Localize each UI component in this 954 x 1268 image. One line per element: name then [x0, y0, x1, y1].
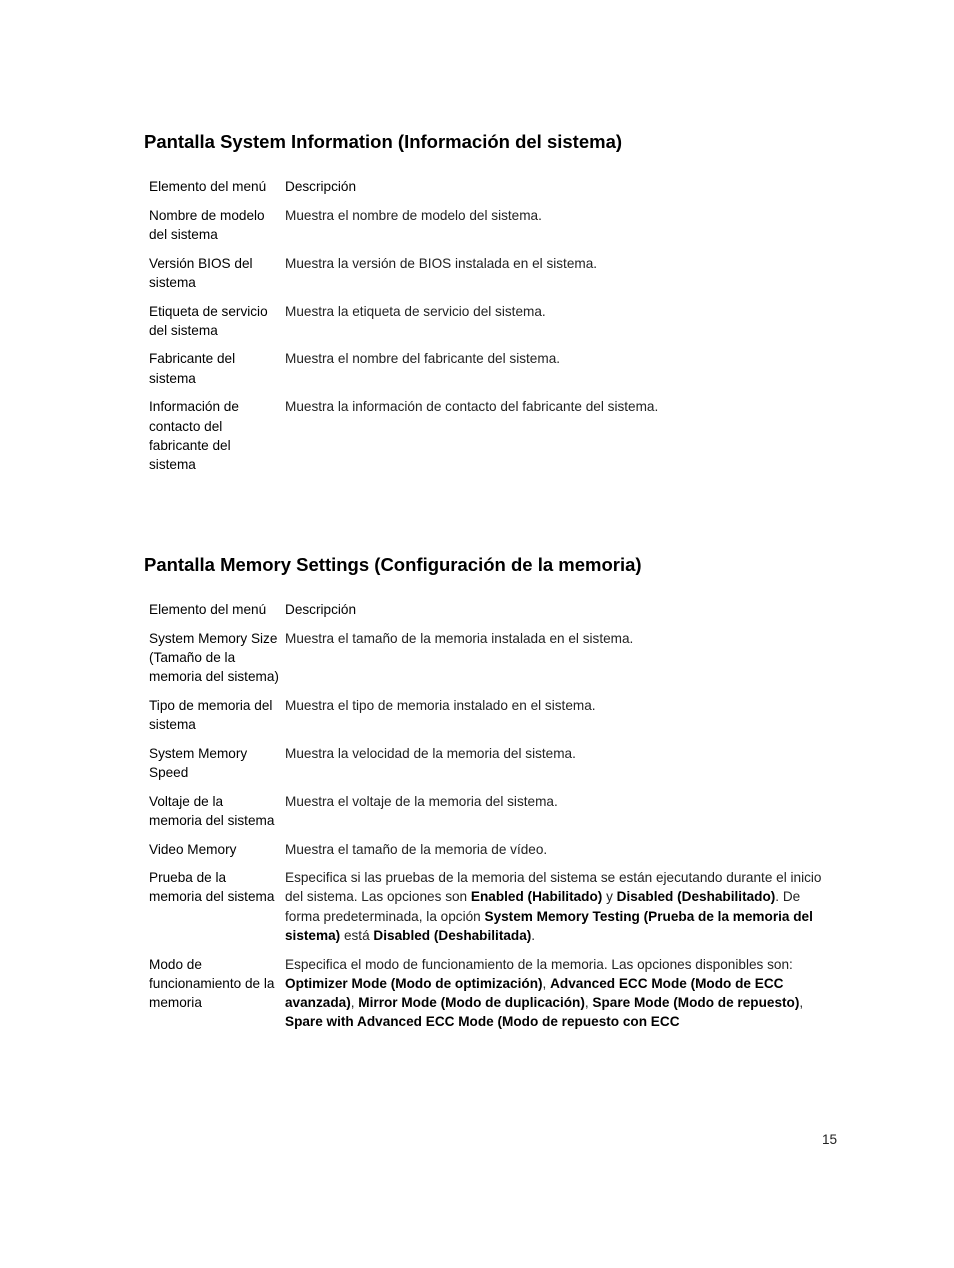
description-text: , [584, 994, 593, 1010]
menu-item-name: Voltaje de la memoria del sistema [149, 793, 275, 828]
option-enabled: Enabled (Habilitado) [470, 889, 603, 905]
table-row [143, 302, 833, 350]
table-row [143, 696, 833, 744]
table-row [143, 955, 833, 1041]
table-row [143, 792, 833, 840]
option-mirror-mode: Mirror Mode (Modo de duplicación) [358, 994, 585, 1010]
menu-item-name: Etiqueta de servicio del sistema [149, 303, 268, 338]
menu-item-description: Muestra el tamaño de la memoria instalada en el sistema. [285, 630, 634, 646]
menu-item-name: System Memory Speed [149, 745, 248, 780]
section-title-memory-settings: Pantalla Memory Settings (Configuración de la memoria) [144, 554, 642, 575]
menu-item-name: Versión BIOS del sistema [149, 255, 253, 290]
option-optimizer-mode: Optimizer Mode (Modo de optimización) [285, 975, 543, 991]
description-text: , [542, 975, 551, 991]
description-text: Especifica el modo de funcionamiento de la memoria. Las opciones disponibles son: [285, 956, 793, 972]
column-header-item: Elemento del menú [149, 602, 267, 617]
menu-item-description: Muestra la versión de BIOS instalada en el sistema. [285, 255, 598, 271]
menu-item-name: Tipo de memoria del sistema [149, 697, 273, 733]
menu-item-description [279, 868, 833, 954]
description-text: está [340, 927, 374, 943]
menu-item-name: Prueba de la memoria del sistema [149, 870, 275, 905]
page-number: 15 [822, 1132, 838, 1147]
menu-item-description: Muestra la etiqueta de servicio del sistema. [285, 303, 546, 319]
column-header-description: Descripción [285, 602, 357, 617]
table-row [143, 840, 833, 869]
menu-item-description: Muestra el tamaño de la memoria de vídeo. [285, 841, 548, 857]
table-row [143, 868, 833, 954]
menu-item-description: Muestra la velocidad de la memoria del sistema. [285, 745, 576, 761]
column-header-description: Descripción [285, 179, 357, 194]
table-row [143, 744, 833, 792]
menu-item-name: Modo de funcionamiento de la memoria [149, 956, 275, 1010]
option-spare-with-advanced-ecc-mode: Spare with Advanced ECC Mode (Modo de repuesto con ECC [285, 1014, 680, 1030]
menu-item-name: Video Memory [149, 841, 237, 857]
table-row [143, 254, 833, 302]
menu-item-description [279, 955, 833, 1041]
option-spare-mode: Spare Mode (Modo de repuesto) [592, 994, 800, 1010]
description-text: Especifica si las pruebas de la memoria del sistema se están ejecutando durante el inicio del sistema. Las opciones son [285, 870, 822, 905]
menu-item-name: Información de contacto del fabricante del sistema [149, 399, 239, 472]
table-header-row [143, 177, 833, 206]
table-row [143, 206, 833, 254]
menu-item-description: Muestra la información de contacto del fabricante del sistema. [285, 399, 659, 415]
description-text: , [799, 994, 804, 1010]
option-advanced-ecc-mode: Advanced ECC Mode (Modo de ECC avanzada) [285, 975, 784, 1010]
column-header-item: Elemento del menú [149, 179, 267, 194]
option-disabled: Disabled (Deshabilitado) [616, 889, 776, 905]
menu-item-name: System Memory Size (Tamaño de la memoria del sistema) [149, 630, 279, 685]
option-name: System Memory Testing (Prueba de la memoria del sistema) [285, 908, 813, 943]
table-row [143, 349, 833, 397]
system-information-table [143, 177, 833, 484]
description-text: y [602, 889, 617, 905]
description-text: . [531, 927, 536, 943]
menu-item-description: Muestra el tipo de memoria instalado en el sistema. [285, 697, 596, 713]
menu-item-description: Muestra el nombre de modelo del sistema. [285, 207, 542, 223]
menu-item-name: Fabricante del sistema [149, 351, 236, 386]
table-row [143, 397, 833, 483]
table-header-row [143, 600, 833, 629]
menu-item-description: Muestra el nombre del fabricante del sistema. [285, 351, 561, 367]
description-text: , [350, 994, 359, 1010]
section-title-system-information: Pantalla System Information (Información del sistema) [144, 131, 623, 152]
menu-item-description: Muestra el voltaje de la memoria del sistema. [285, 793, 558, 809]
description-text: . De forma predeterminada, la opción [285, 889, 801, 924]
memory-settings-table [143, 600, 833, 1041]
default-value: Disabled (Deshabilitada) [373, 927, 532, 943]
menu-item-name: Nombre de modelo del sistema [149, 207, 265, 242]
table-row [143, 629, 833, 696]
